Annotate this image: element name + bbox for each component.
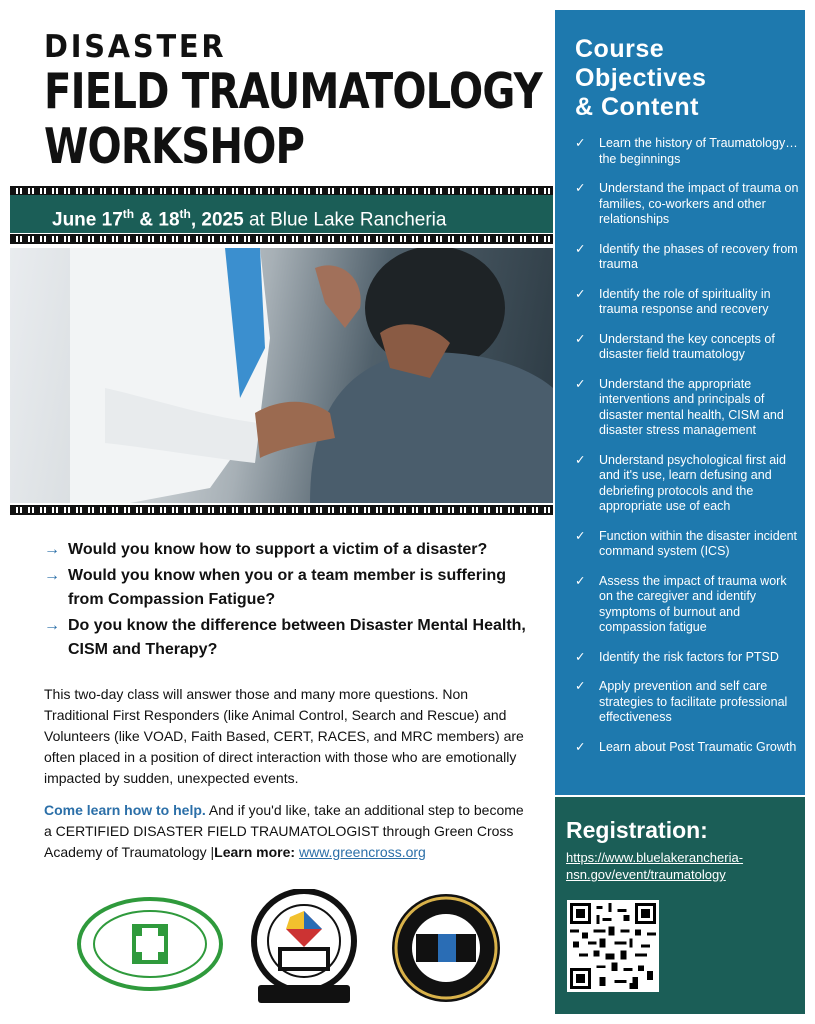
date-banner: June 17th & 18th, 2025 at Blue Lake Rancheria (10, 195, 553, 233)
objective-item: ✓ Identify the role of spirituality in trauma response and recovery (575, 286, 771, 316)
arrow-right-icon: → (44, 541, 60, 558)
objective-item: ✓ Understand the appropriate interventions and principals of disaster mental health, CISM and disaster stress management (575, 376, 784, 437)
call-to-action: Come learn how to help. And if you'd like, take an additional step to become a CERTIFIED DISASTER FIELD TRAUMATOLOGIST through Green Cross Academy of Traumatology |Learn more: www.greencross.org (44, 802, 524, 860)
checkmark-icon: ✓ (575, 136, 586, 150)
checkmark-icon: ✓ (575, 452, 586, 467)
title-workshop: WORKSHOP (44, 118, 305, 175)
checkmark-icon: ✓ (575, 679, 586, 693)
qr-code-icon[interactable] (567, 900, 659, 992)
objective-item: ✓ Understand the key concepts of disaster field traumatology (575, 331, 775, 361)
checkmark-icon: ✓ (575, 181, 586, 195)
objective-item: ✓ Function within the disaster incident command system (ICS) (575, 528, 798, 558)
decorative-border-bottom (10, 505, 553, 515)
come-learn-highlight: Come learn how to help. (44, 802, 206, 818)
blue-lake-rancheria-logo (250, 889, 358, 1012)
title-field-traumatology: FIELD TRAUMATOLOGY (44, 63, 542, 120)
objective-item: ✓ Learn about Post Traumatic Growth (575, 739, 797, 754)
checkmark-icon: ✓ (575, 286, 586, 301)
checkmark-icon: ✓ (575, 241, 586, 256)
question-item: → Do you know the difference between Disaster Mental Health, CISM and Therapy? (44, 614, 534, 662)
checkmark-icon: ✓ (575, 649, 586, 664)
checkmark-icon: ✓ (575, 331, 586, 346)
objectives-heading: Course Objectives & Content (575, 35, 707, 121)
objective-item: ✓ Apply prevention and self care strategies to facilitate professional effectiveness (575, 679, 788, 724)
decorative-border-mid (10, 234, 553, 244)
workshop-title (44, 30, 544, 174)
arrow-right-icon: → (44, 617, 60, 634)
objective-item: ✓ Identify the risk factors for PTSD (575, 649, 779, 664)
question-item: → Would you know how to support a victim of a disaster? (44, 538, 534, 562)
course-objectives-panel (555, 10, 805, 795)
checkmark-icon: ✓ (575, 528, 586, 543)
objective-item: ✓ Assess the impact of trauma work on the caregiver and identify symptoms of burnout and compassion fatigue (575, 573, 787, 634)
rtic-logo (390, 892, 502, 1009)
green-cross-logo (76, 896, 224, 997)
registration-panel (555, 797, 805, 1014)
objectives-list (575, 136, 800, 769)
objective-item: ✓ Learn the history of Traumatology… the beginnings (575, 136, 798, 166)
objective-item: ✓ Understand the impact of trauma on families, co-workers and other relationships (575, 181, 799, 226)
arrow-right-icon: → (44, 567, 60, 584)
registration-link[interactable]: https://www.bluelakerancheria-nsn.gov/event/traumatology (566, 850, 744, 882)
greencross-link[interactable]: www.greencross.org (298, 844, 426, 860)
checkmark-icon: ✓ (575, 739, 586, 754)
checkmark-icon: ✓ (575, 573, 586, 588)
checkmark-icon: ✓ (575, 376, 586, 391)
registration-heading: Registration: (566, 817, 708, 843)
question-list (44, 538, 534, 664)
objective-item: ✓ Understand psychological first aid and it's use, learn defusing and debriefing protocols and the appropriate use of each (575, 452, 786, 513)
question-item: → Would you know when you or a team member is suffering from Compassion Fatigue? (44, 564, 534, 612)
caregiver-comforting-patient-image (10, 248, 553, 503)
objective-item: ✓ Identify the phases of recovery from trauma (575, 241, 798, 271)
class-description: This two-day class will answer those and many more questions. Non Traditional First Responders (like Animal Control, Search and Rescue) and Volunteers (like VOAD, Faith Based, CERT, RACES, and MRC members) are often placed in a position of direct interaction with those who are emotionally impacted by sudden, unexpected events. (44, 686, 524, 786)
hero-photo (10, 248, 553, 503)
title-disaster: DISASTER (44, 29, 227, 65)
